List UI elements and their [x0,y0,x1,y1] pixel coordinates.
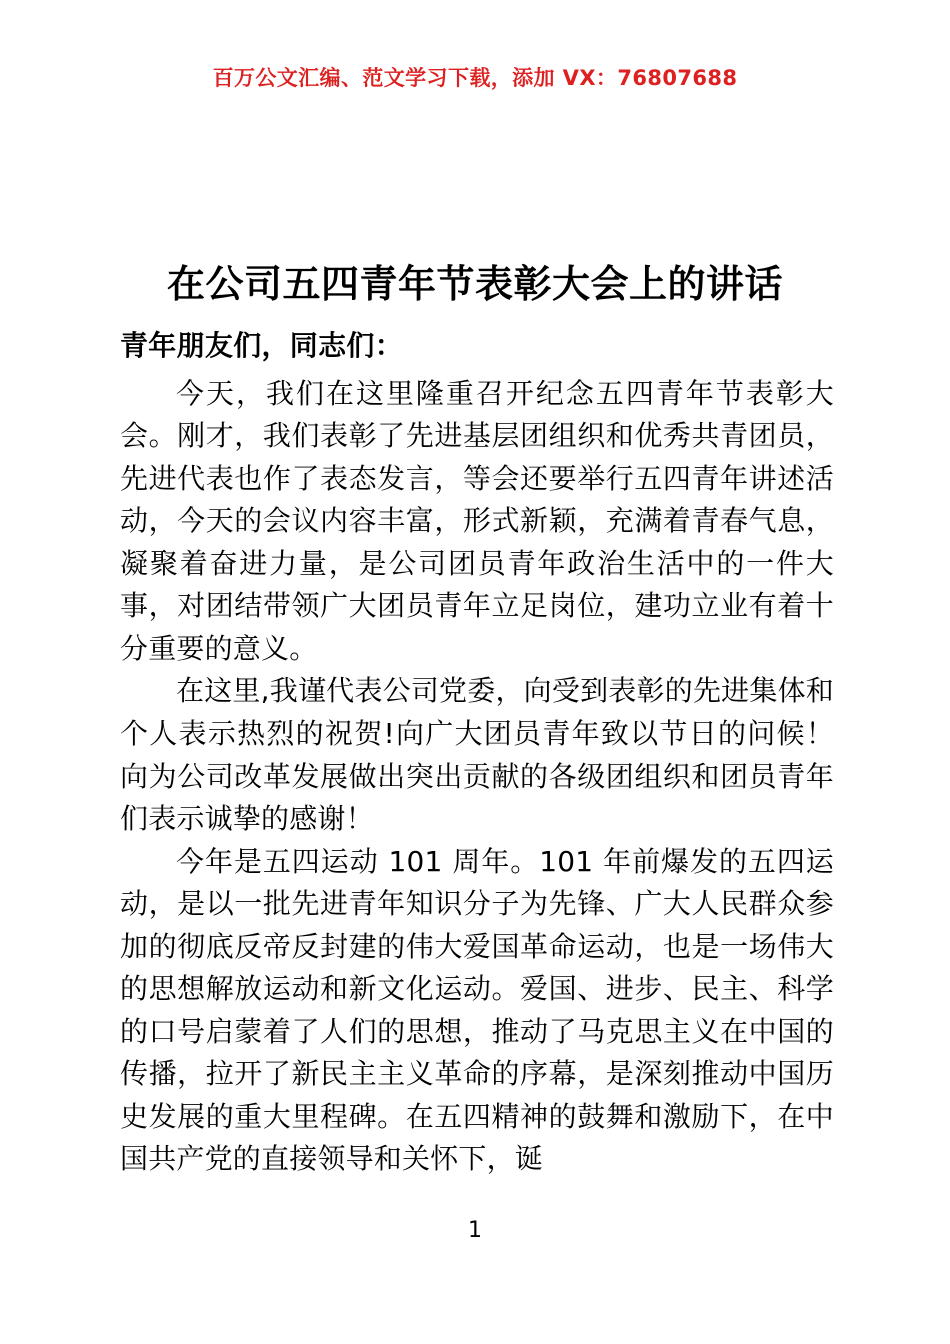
salutation-line: 青年朋友们，同志们： [120,329,404,362]
body-paragraph-2: 在这里,我谨代表公司党委，向受到表彰的先进集体和个人表示热烈的祝贺!向广大团员青年致以节日的问候！向为公司改革发展做出突出贡献的各级团组织和团员青年们表示诚挚的感谢！ [120,674,834,836]
page-title: 在公司五四青年节表彰大会上的讲话 [166,262,783,307]
document-body [120,326,834,1181]
promo-watermark-header: 百万公文汇编、范文学习下载，添加 VX：76807688 [212,66,738,90]
body-paragraph-3: 今年是五四运动 101 周年。101 年前爆发的五四运动，是以一批先进青年知识分子为先锋、广大人民群众参加的彻底反帝反封建的伟大爱国革命运动，也是一场伟大的思想解放运动和新文化运动。爱国、进步、民主、科学的口号启蒙着了人们的思想，推动了马克思主义在中国的传播，拉开了新民主主义革命的序幕，是深刻推动中国历史发展的重大里程碑。在五四精神的鼓舞和激励下，在中国共产党的直接领导和关怀下，诞 [120,844,834,1176]
page-number: 1 [468,1218,482,1243]
body-paragraph-1: 今天，我们在这里隆重召开纪念五四青年节表彰大会。刚才，我们表彰了先进基层团组织和优秀共青团员，先进代表也作了表态发言，等会还要举行五四青年讲述活动，今天的会议内容丰富，形式新颖，充满着青春气息，凝聚着奋进力量，是公司团员青年政治生活中的一件大事，对团结带领广大团员青年立足岗位，建功立业有着十分重要的意义。 [120,376,834,665]
